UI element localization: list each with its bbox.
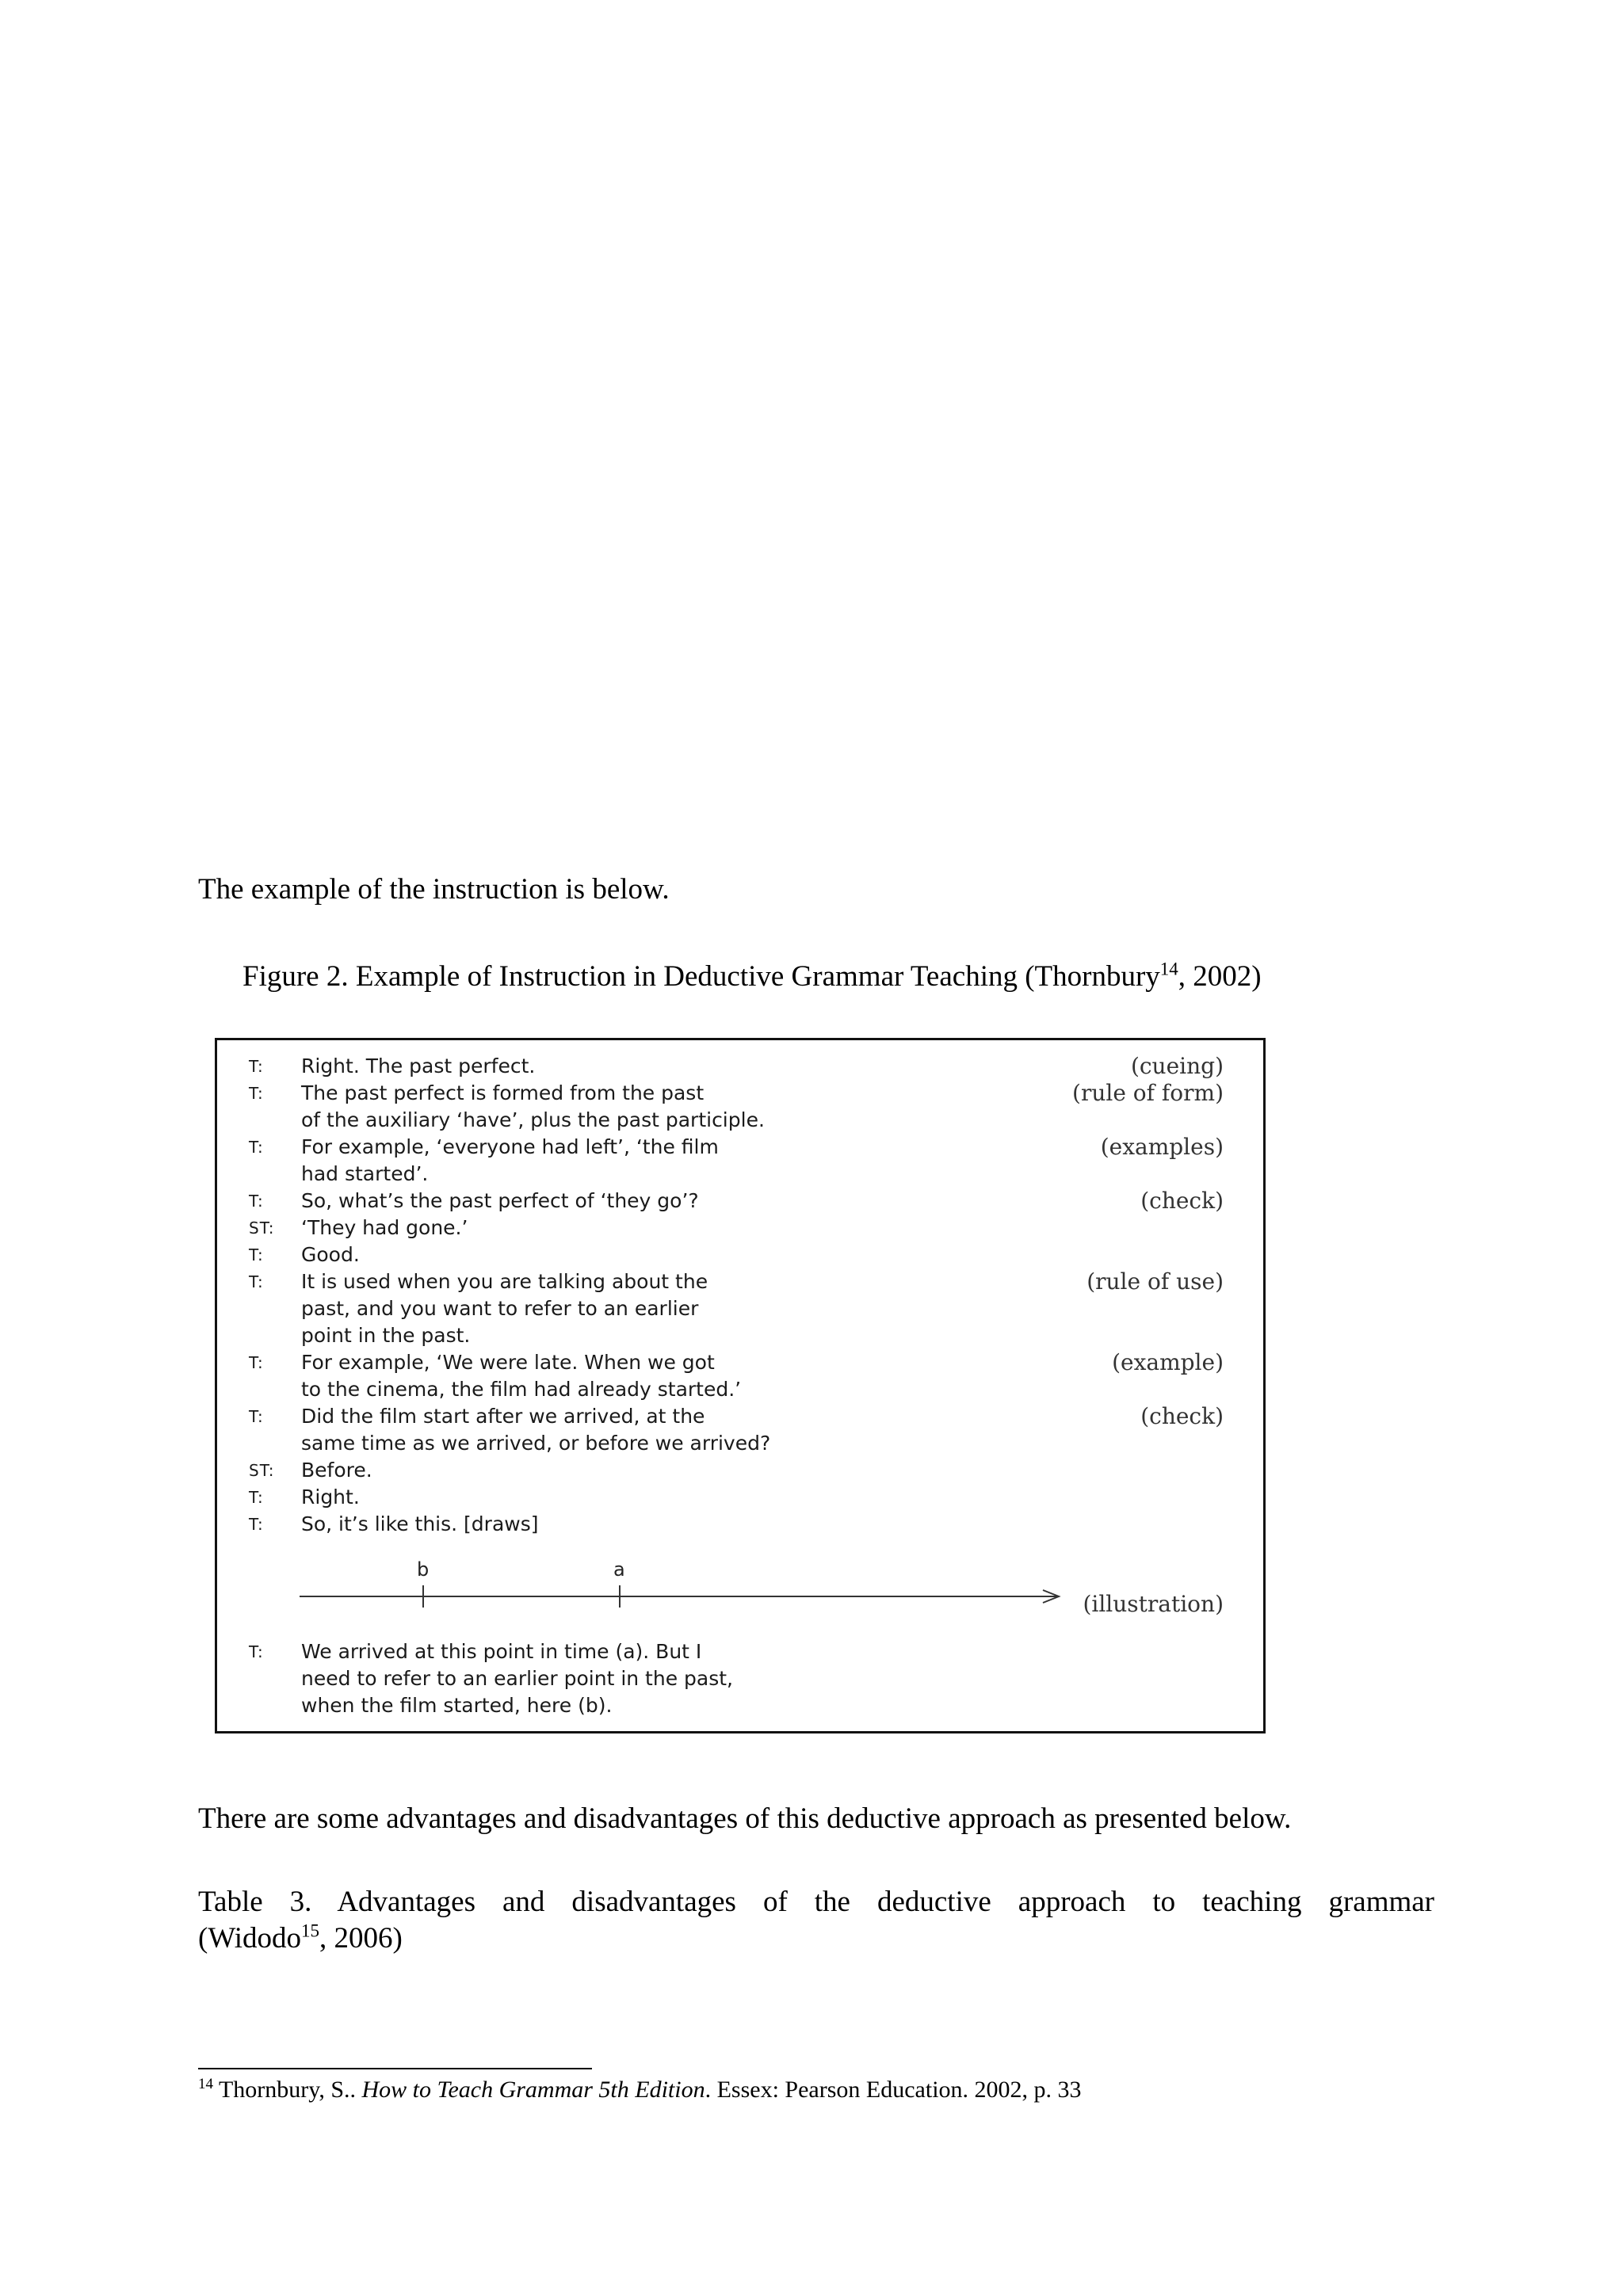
- dialogue-line: [217, 1376, 1263, 1403]
- dialogue-text: Right. The past perfect.: [301, 1055, 536, 1077]
- stage-label: (check): [1140, 1188, 1224, 1214]
- dialogue-line: [217, 1322, 1263, 1349]
- speaker-tag: T:: [249, 1192, 264, 1211]
- table-caption: [198, 1884, 1434, 1957]
- stage-label: (examples): [1100, 1134, 1224, 1160]
- speaker-tag: ST:: [249, 1461, 275, 1480]
- dialogue-text: The past perfect is formed from the past: [301, 1081, 705, 1104]
- dialogue-line: [217, 1241, 1263, 1268]
- dialogue-text: when the film started, here (b).: [301, 1694, 613, 1717]
- footnote-book-title: How to Teach Grammar 5th Edition: [361, 2077, 705, 2103]
- stage-label: (cueing): [1130, 1053, 1224, 1079]
- dialogue-text: to the cinema, the film had already started.’: [301, 1378, 742, 1401]
- speaker-tag: T:: [249, 1353, 264, 1372]
- stage-label: (check): [1140, 1403, 1224, 1429]
- dialogue-line: [217, 1268, 1263, 1295]
- dialogue-text: point in the past.: [301, 1324, 471, 1347]
- dialogue-text: We arrived at this point in time (a). But I: [301, 1640, 702, 1663]
- speaker-tag: T:: [249, 1084, 264, 1103]
- dialogue-line: [217, 1107, 1263, 1134]
- figure-caption: [242, 959, 1262, 995]
- table-caption-author: (Widodo: [198, 1922, 302, 1955]
- stage-label: (rule of use): [1086, 1268, 1224, 1295]
- dialogue-line: [217, 1403, 1263, 1430]
- dialogue-text: ‘They had gone.’: [301, 1216, 468, 1239]
- figure-caption-text: Figure 2. Example of Instruction in Deductive Grammar Teaching (Thornbury: [242, 960, 1160, 993]
- dialogue-text: Right.: [301, 1486, 360, 1508]
- speaker-tag: T:: [249, 1515, 264, 1534]
- footnote-number: 14: [198, 2076, 213, 2092]
- dialogue-text: had started’.: [301, 1162, 429, 1185]
- dialogue-text: past, and you want to refer to an earlier: [301, 1297, 699, 1320]
- footnote-ref-15: 15: [301, 1920, 320, 1941]
- speaker-tag: T:: [249, 1138, 264, 1157]
- footnote: [198, 2074, 1082, 2106]
- dialogue-line: [217, 1188, 1263, 1215]
- footnote-publisher: . Essex: Pearson Education. 2002, p. 33: [705, 2077, 1082, 2103]
- dialogue-line: [217, 1053, 1263, 1080]
- dialogue-text: Did the film start after we arrived, at the: [301, 1405, 705, 1428]
- dialogue-text: of the auxiliary ‘have’, plus the past participle.: [301, 1108, 765, 1131]
- speaker-tag: T:: [249, 1642, 264, 1661]
- timeline-label-row: [217, 1591, 1263, 1618]
- speaker-tag: ST:: [249, 1219, 275, 1238]
- dialogue-line: [217, 1457, 1263, 1484]
- stage-label: (example): [1112, 1349, 1224, 1375]
- figure-box: [215, 1038, 1266, 1733]
- dialogue-text: same time as we arrived, or before we arrived?: [301, 1432, 771, 1455]
- speaker-tag: T:: [249, 1245, 264, 1264]
- dialogue-text: For example, ‘We were late. When we got: [301, 1351, 715, 1374]
- dialogue-line: [217, 1295, 1263, 1322]
- table-caption-line1: Table 3. Advantages and disadvantages of the deductive approach to teaching grammar: [198, 1886, 1434, 1918]
- dialogue-line: [217, 1215, 1263, 1241]
- dialogue-line: [217, 1511, 1263, 1538]
- dialogue-text: Good.: [301, 1243, 360, 1266]
- dialogue-text: So, it’s like this. [draws]: [301, 1512, 539, 1535]
- timeline-point-b: b: [417, 1558, 430, 1581]
- dialogue-text: need to refer to an earlier point in the past,: [301, 1667, 733, 1690]
- footnote-ref-14: 14: [1159, 959, 1178, 979]
- dialogue-text: For example, ‘everyone had left’, ‘the film: [301, 1135, 719, 1158]
- speaker-tag: T:: [249, 1488, 264, 1507]
- dialogue-line: [217, 1484, 1263, 1511]
- table-caption-line2: [198, 1920, 1434, 1957]
- dialogue-text: So, what’s the past perfect of ‘they go’?: [301, 1189, 699, 1212]
- dialogue-line: [217, 1134, 1263, 1161]
- dialogue-line: [217, 1080, 1263, 1107]
- table-caption-year: , 2006): [319, 1922, 403, 1955]
- dialogue-line: [217, 1665, 1263, 1692]
- speaker-tag: T:: [249, 1272, 264, 1291]
- speaker-tag: T:: [249, 1057, 264, 1076]
- footnote-text: Thornbury, S..: [213, 2077, 362, 2103]
- dialogue-line: [217, 1692, 1263, 1719]
- figure-caption-year: , 2002): [1178, 960, 1262, 993]
- timeline-point-a: a: [613, 1558, 625, 1581]
- illustration-label: (illustration): [1083, 1591, 1224, 1617]
- advantages-paragraph: There are some advantages and disadvantages of this deductive approach as presented below.: [198, 1802, 1292, 1835]
- dialogue-line: [217, 1349, 1263, 1376]
- intro-paragraph: The example of the instruction is below.: [198, 873, 670, 906]
- speaker-tag: T:: [249, 1407, 264, 1426]
- dialogue-text: Before.: [301, 1459, 372, 1482]
- dialogue-text: It is used when you are talking about the: [301, 1270, 708, 1293]
- dialogue-line: [217, 1161, 1263, 1188]
- dialogue-line: [217, 1638, 1263, 1665]
- footnote-divider: [198, 2068, 592, 2069]
- stage-label: (rule of form): [1072, 1080, 1224, 1106]
- dialogue-line: [217, 1430, 1263, 1457]
